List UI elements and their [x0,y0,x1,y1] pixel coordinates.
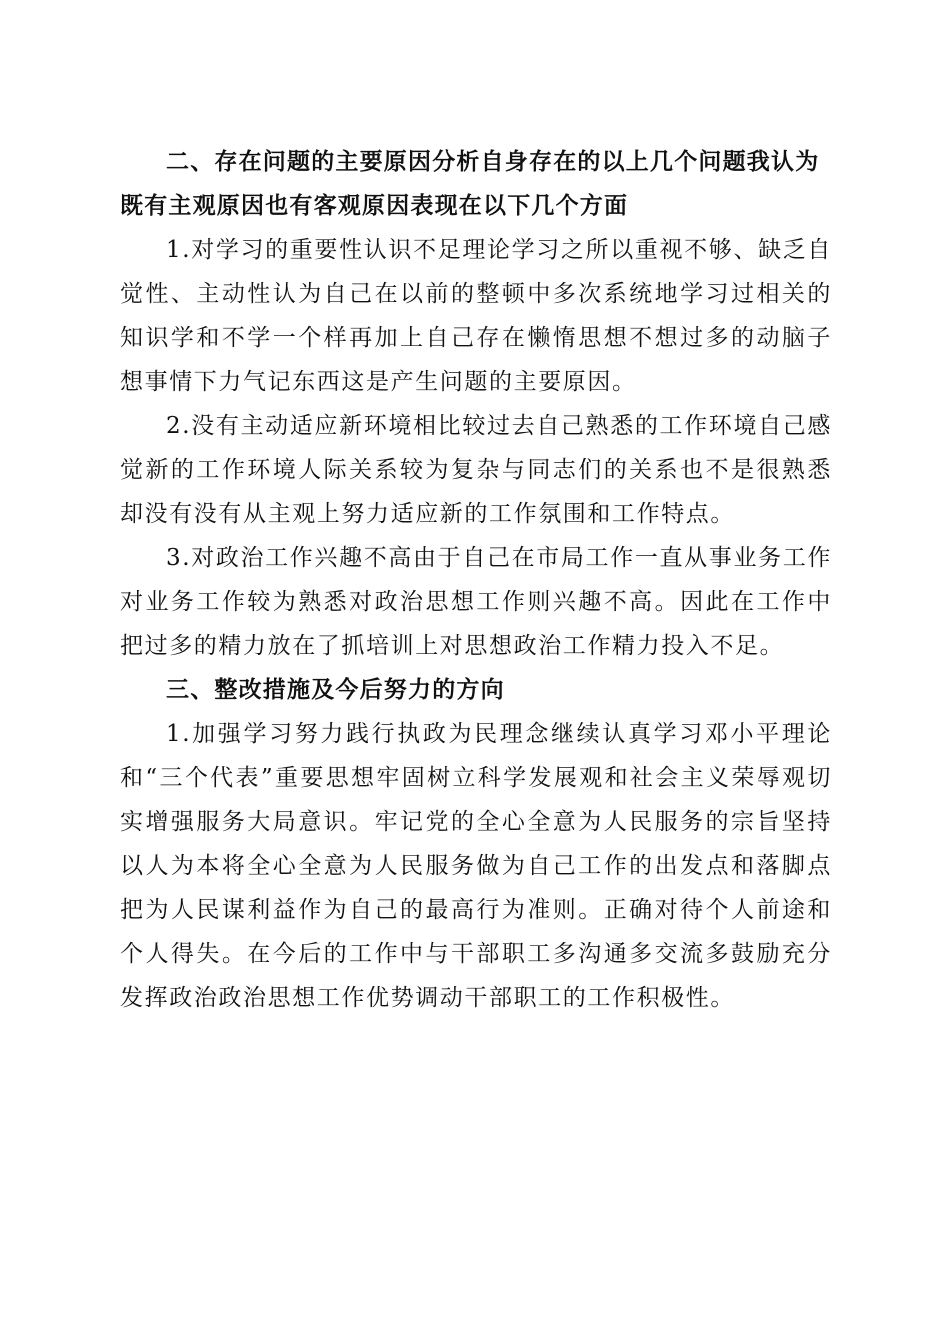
reason-paragraph-3: 3.对政治工作兴趣不高由于自己在市局工作一直从事业务工作对业务工作较为熟悉对政治思想工作则兴趣不高。因此在工作中把过多的精力放在了抓培训上对思想政治工作精力投入不足。 [120,545,832,659]
reason-paragraph-2: 2.没有主动适应新环境相比较过去自己熟悉的工作环境自己感觉新的工作环境人际关系较为复杂与同志们的关系也不是很熟悉却没有没有从主观上努力适应新的工作氛围和工作特点。 [120,413,832,527]
section-heading-2: 二、存在问题的主要原因分析自身存在的以上几个问题我认为既有主观原因也有客观原因表现在以下几个方面 [120,149,820,219]
measure-paragraph-1: 1.加强学习努力践行执政为民理念继续认真学习邓小平理论和“三个代表”重要思想牢固树立科学发展观和社会主义荣辱观切实增强服务大局意识。牢记党的全心全意为人民服务的宗旨坚持以人为本将全心全意为人民服务做为自己工作的出发点和落脚点把为人民谋利益作为自己的最高行为准则。正确对待个人前途和个人得失。在今后的工作中与干部职工多沟通多交流多鼓励充分发挥政治政治思想工作优势调动干部职工的工作积极性。 [120,721,832,1011]
reason-paragraph-1: 1.对学习的重要性认识不足理论学习之所以重视不够、缺乏自觉性、主动性认为自己在以前的整顿中多次系统地学习过相关的知识学和不学一个样再加上自己存在懒惰思想不想过多的动脑子想事情下力气记东西这是产生问题的主要原因。 [120,237,832,395]
section-heading-3: 三、整改措施及今后努力的方向 [166,677,505,703]
document-body [120,140,832,1020]
